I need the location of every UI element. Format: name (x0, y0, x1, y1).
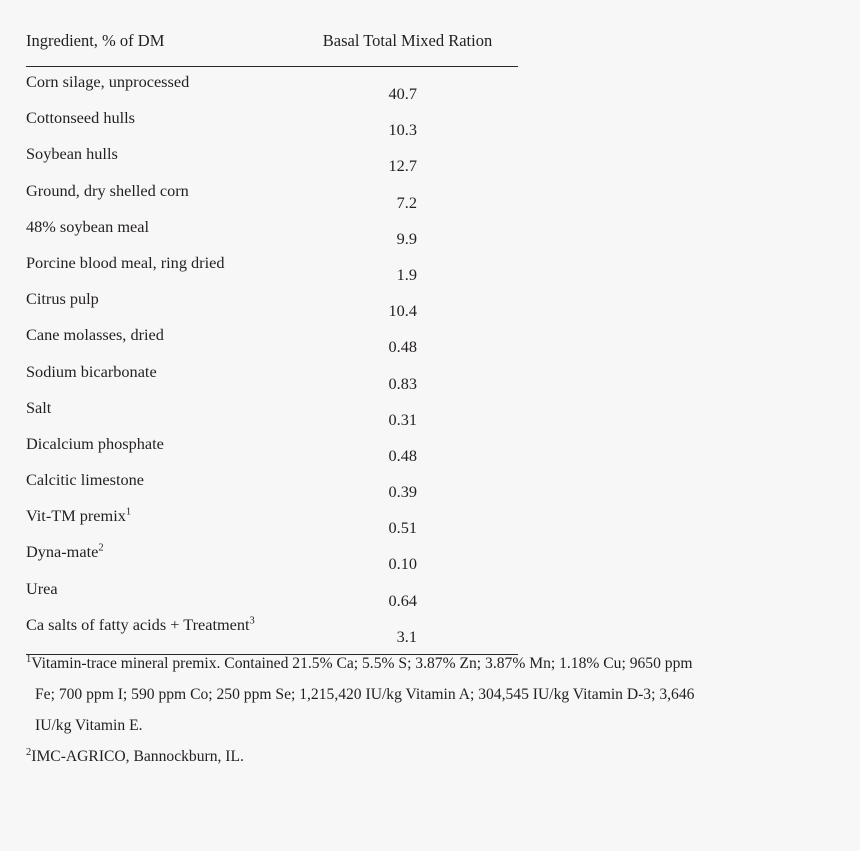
column-header-ingredient: Ingredient, % of DM (26, 31, 165, 50)
ingredient-name: Ground, dry shelled corn (26, 180, 189, 200)
footnote-marker: 2 (26, 746, 32, 758)
footnote-marker: 1 (125, 506, 132, 518)
footnote-line (26, 741, 846, 772)
table-body (26, 67, 518, 650)
ingredient-value: 0.10 (388, 554, 417, 574)
table-row (26, 361, 518, 397)
ingredient-value: 1.9 (396, 264, 417, 284)
ingredient-value: 0.83 (388, 373, 417, 393)
ingredient-name: Cottonseed hulls (26, 108, 135, 128)
ingredient-name: Porcine blood meal, ring dried (26, 252, 225, 272)
table-row (26, 216, 518, 252)
table-row (26, 397, 518, 433)
table-row (26, 614, 518, 650)
table-row (26, 107, 518, 143)
ingredient-name: Salt (26, 397, 52, 417)
ingredient-value: 12.7 (388, 156, 417, 176)
footnote-text: Vitamin-trace mineral premix. Contained 21.5% Ca; 5.5% S; 3.87% Zn; 3.87% Mn; 1.18% Cu; 9650 ppm (31, 655, 693, 672)
ingredient-value: 0.48 (388, 337, 417, 357)
ingredient-value: 7.2 (396, 192, 417, 212)
table-row (26, 505, 518, 541)
table-row (26, 578, 518, 614)
table-row (26, 469, 518, 505)
ingredient-value: 0.39 (388, 482, 417, 502)
ingredient-name: Citrus pulp (26, 289, 99, 309)
ingredient-name: Dyna-mate$^2$ (26, 542, 104, 562)
ingredient-name: Corn silage, unprocessed (26, 72, 190, 91)
footnote-marker: 2 (98, 543, 104, 555)
table-row (26, 541, 518, 577)
ingredient-name: Dicalcium phosphate (26, 433, 164, 453)
ingredient-value: 9.9 (396, 228, 417, 248)
table-row (26, 324, 518, 360)
footnote-marker: 1 (26, 653, 32, 665)
footnote-line (26, 679, 846, 710)
ingredient-name: Soybean hulls (26, 144, 118, 164)
ingredient-value: 3.1 (396, 626, 417, 646)
ingredient-name: Sodium bicarbonate (26, 361, 157, 381)
column-header-basal-total-mixed-ration: Basal Total Mixed Ration (322, 31, 493, 50)
ingredient-name: Vit-TM premix$^1$ (26, 506, 132, 526)
footnote-line (26, 648, 846, 679)
table-row (26, 180, 518, 216)
ingredient-name: Calcitic limestone (26, 470, 145, 490)
table-row (26, 71, 518, 107)
footnotes-section (26, 648, 846, 772)
footnote-text: IMC-AGRICO, Bannockburn, IL. (31, 748, 244, 765)
ingredient-value: 40.7 (388, 84, 417, 103)
ingredient-name: 48% soybean meal (26, 216, 149, 236)
ingredient-name: Ca salts of fatty acids + Treatment$^3$ (26, 614, 255, 634)
ingredient-composition-table (26, 30, 518, 655)
table-row (26, 433, 518, 469)
ingredient-value: 0.48 (388, 445, 417, 465)
table-row (26, 288, 518, 324)
footnote-text: Fe; 700 ppm I; 590 ppm Co; 250 ppm Se; 1,215,420 IU/kg Vitamin A; 304,545 IU/kg Vitamin D-3; 3,646 (35, 686, 695, 703)
footnote-marker: 3 (249, 615, 255, 627)
footnote-line (26, 710, 846, 741)
ingredient-value: 0.31 (388, 409, 417, 429)
table-row (26, 143, 518, 179)
ingredient-value: 0.51 (388, 518, 417, 538)
ingredient-value: 10.4 (388, 301, 417, 321)
table-row (26, 252, 518, 288)
ingredient-value: 0.64 (388, 590, 417, 610)
ingredient-name: Urea (26, 578, 58, 598)
footnote-text: IU/kg Vitamin E. (35, 717, 143, 734)
ingredient-name: Cane molasses, dried (26, 325, 164, 345)
table-header-row (26, 30, 518, 64)
ingredient-value: 10.3 (388, 120, 417, 140)
